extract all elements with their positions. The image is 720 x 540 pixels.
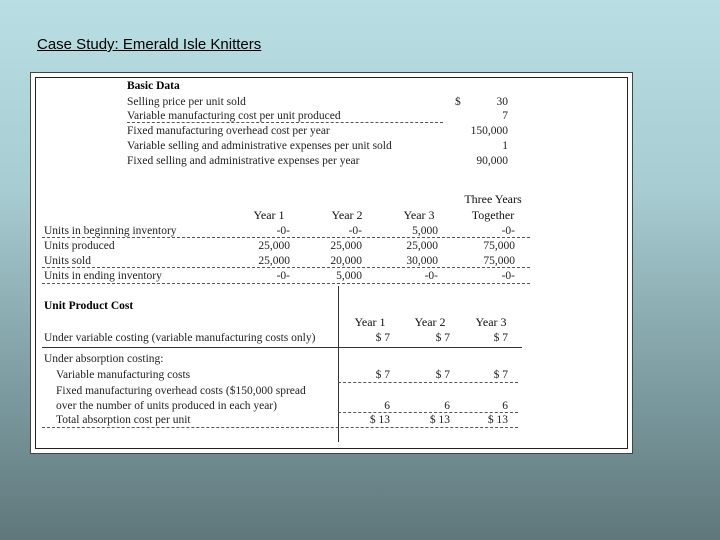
basic-data-currency: $ <box>455 96 461 108</box>
units-row-value: -0- <box>276 225 290 237</box>
absorption-row-value: $ 7 <box>435 369 450 381</box>
year-3-header: Year 3 <box>403 208 435 222</box>
variable-cost-value: $ 7 <box>375 332 390 344</box>
cost-year-1-header: Year 1 <box>354 315 386 329</box>
dotted-divider <box>42 237 530 238</box>
units-row-label: Units in beginning inventory <box>44 225 177 237</box>
absorption-costing-heading: Under absorption costing: <box>44 353 164 365</box>
dotted-divider <box>42 267 530 268</box>
year-2-header: Year 2 <box>331 208 363 222</box>
basic-data-label: Variable selling and administrative expenses per unit sold <box>127 140 392 152</box>
units-row-value: 75,000 <box>483 240 515 252</box>
variable-cost-value: $ 7 <box>493 332 508 344</box>
basic-data-value: 7 <box>502 110 508 122</box>
absorption-row-value: $ 13 <box>429 414 450 426</box>
units-row-value: -0- <box>501 270 515 282</box>
dotted-divider <box>42 427 518 428</box>
units-row-value: -0- <box>276 270 290 282</box>
units-row-value: -0- <box>501 225 515 237</box>
variable-cost-value: $ 7 <box>435 332 450 344</box>
three-years-header: Three Years <box>464 192 522 206</box>
basic-data-value: 30 <box>496 96 508 108</box>
basic-data-label: Fixed selling and administrative expenses per year <box>127 155 360 167</box>
basic-data-value: 90,000 <box>476 155 508 167</box>
basic-data-label: Selling price per unit sold <box>127 96 246 108</box>
units-row-value: 75,000 <box>483 255 515 267</box>
label-column-divider <box>338 286 339 442</box>
absorption-row-label: Fixed manufacturing overhead costs ($150,000 spread <box>56 385 306 397</box>
basic-data-label: Variable manufacturing cost per unit produced <box>127 110 341 122</box>
basic-data-value: 150,000 <box>470 125 508 137</box>
variable-costing-label: Under variable costing (variable manufacturing costs only) <box>44 332 316 344</box>
units-row-label: Units produced <box>44 240 115 252</box>
units-row-value: 20,000 <box>330 255 362 267</box>
absorption-row-value: 6 <box>384 400 390 412</box>
slide-title: Case Study: Emerald Isle Knitters <box>37 36 262 53</box>
section-divider <box>42 347 522 348</box>
units-row-value: -0- <box>424 270 438 282</box>
unit-product-cost-heading: Unit Product Cost <box>44 300 134 312</box>
units-row-value: 25,000 <box>258 240 290 252</box>
dotted-divider <box>127 122 443 123</box>
dotted-divider <box>338 412 518 413</box>
units-row-value: 25,000 <box>330 240 362 252</box>
cost-year-3-header: Year 3 <box>475 315 507 329</box>
absorption-row-label: Total absorption cost per unit <box>56 414 191 426</box>
units-row-value: 5,000 <box>336 270 362 282</box>
basic-data-heading: Basic Data <box>127 80 180 92</box>
units-row-label: Units sold <box>44 255 91 267</box>
absorption-row-value: $ 13 <box>369 414 390 426</box>
units-row-value: 25,000 <box>258 255 290 267</box>
units-row-value: 30,000 <box>406 255 438 267</box>
absorption-row-value: $ 7 <box>493 369 508 381</box>
year-1-header: Year 1 <box>253 208 285 222</box>
dotted-divider <box>338 382 518 383</box>
absorption-row-value: 6 <box>502 400 508 412</box>
basic-data-value: 1 <box>502 140 508 152</box>
units-row-value: 25,000 <box>406 240 438 252</box>
basic-data-label: Fixed manufacturing overhead cost per year <box>127 125 330 137</box>
units-row-label: Units in ending inventory <box>44 270 162 282</box>
together-header: Together <box>471 208 515 222</box>
cost-year-2-header: Year 2 <box>414 315 446 329</box>
absorption-row-value: 6 <box>444 400 450 412</box>
dotted-divider <box>42 283 530 284</box>
absorption-row-label: Variable manufacturing costs <box>56 369 191 381</box>
absorption-row-value: $ 7 <box>375 369 390 381</box>
units-row-value: 5,000 <box>412 225 438 237</box>
units-row-value: -0- <box>348 225 362 237</box>
absorption-row-value: $ 13 <box>487 414 508 426</box>
absorption-row-label: over the number of units produced in each year) <box>56 400 277 412</box>
